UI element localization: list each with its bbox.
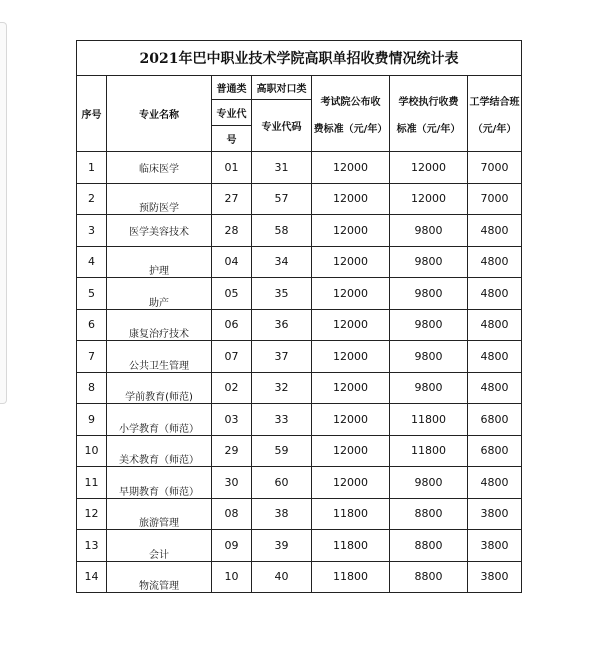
cell-work-study: 4800 [468,215,522,247]
cell-school-fee: 8800 [390,498,468,530]
table-row [77,498,522,530]
cell-exam-fee: 11800 [312,530,390,562]
cell-work-study: 3800 [468,530,522,562]
table-row [77,183,522,215]
header-vocational-code: 专业代码 [252,100,312,152]
cell-exam-fee: 12000 [312,152,390,184]
cell-exam-fee: 11800 [312,561,390,593]
major-name-text: 护理 [149,266,169,278]
cell-vocational-code: 60 [252,467,312,499]
cell-work-study: 3800 [468,561,522,593]
cell-work-study: 4800 [468,278,522,310]
table-title: 2021年巴中职业技术学院高职单招收费情况统计表 [77,41,522,76]
header-seq: 序号 [77,76,107,152]
cell-major-name [107,498,212,530]
cell-seq: 1 [77,152,107,184]
cell-seq: 13 [77,530,107,562]
cell-exam-fee: 12000 [312,435,390,467]
fee-statistics-sheet [76,40,521,593]
cell-seq: 12 [77,498,107,530]
cell-exam-fee: 12000 [312,372,390,404]
cell-major-name [107,215,212,247]
major-name-text: 会计 [149,549,169,561]
cell-seq: 10 [77,435,107,467]
cell-major-name [107,561,212,593]
table-row [77,435,522,467]
cell-exam-fee: 12000 [312,183,390,215]
cell-school-fee: 8800 [390,561,468,593]
cell-major-name [107,372,212,404]
cell-major-name [107,183,212,215]
cell-seq: 5 [77,278,107,310]
cell-seq: 4 [77,246,107,278]
cell-school-fee: 12000 [390,152,468,184]
cell-work-study: 6800 [468,404,522,436]
cell-major-name [107,309,212,341]
cell-general-code: 02 [212,372,252,404]
cell-major-name [107,404,212,436]
header-row-1 [77,76,522,100]
table-row [77,152,522,184]
cell-school-fee: 9800 [390,341,468,373]
cell-exam-fee: 12000 [312,246,390,278]
major-name-text: 学前教育(师范) [125,392,193,404]
cell-seq: 11 [77,467,107,499]
header-general-class: 普通类 [212,76,252,100]
cell-major-name [107,278,212,310]
header-school-fee [390,76,468,152]
cell-school-fee: 9800 [390,467,468,499]
cell-seq: 2 [77,183,107,215]
cell-seq: 6 [77,309,107,341]
header-work-study-line2: （元/年） [472,123,517,135]
table-row [77,467,522,499]
header-exam-fee-line1: 考试院公布收 [320,96,381,108]
cell-work-study: 7000 [468,152,522,184]
cell-general-code: 27 [212,183,252,215]
cell-vocational-code: 59 [252,435,312,467]
cell-school-fee: 9800 [390,246,468,278]
cell-exam-fee: 12000 [312,404,390,436]
major-name-text: 预防医学 [139,203,179,215]
header-school-fee-line1: 学校执行收费 [398,96,459,108]
title-row [77,41,522,76]
table-row [77,372,522,404]
cell-school-fee: 9800 [390,215,468,247]
cell-vocational-code: 57 [252,183,312,215]
cell-school-fee: 8800 [390,530,468,562]
major-name-text: 康复治疗技术 [129,329,189,341]
header-general-code-a: 专业代 [212,100,252,126]
header-work-study [468,76,522,152]
table-row [77,404,522,436]
major-name-text: 助产 [149,297,169,309]
cell-school-fee: 9800 [390,372,468,404]
cell-general-code: 06 [212,309,252,341]
cell-vocational-code: 32 [252,372,312,404]
cell-work-study: 4800 [468,341,522,373]
cell-seq: 7 [77,341,107,373]
table-row [77,278,522,310]
cell-major-name [107,152,212,184]
cell-general-code: 03 [212,404,252,436]
cell-seq: 14 [77,561,107,593]
cell-work-study: 4800 [468,246,522,278]
header-vocational-class: 高职对口类 [252,76,312,100]
cell-major-name [107,341,212,373]
cell-seq: 8 [77,372,107,404]
cell-school-fee: 9800 [390,309,468,341]
table-row [77,246,522,278]
cell-general-code: 01 [212,152,252,184]
cell-general-code: 09 [212,530,252,562]
cell-work-study: 3800 [468,498,522,530]
cell-general-code: 07 [212,341,252,373]
header-exam-fee-line2: 费标准（元/年） [313,123,388,135]
cell-work-study: 4800 [468,372,522,404]
cell-exam-fee: 12000 [312,278,390,310]
major-name-text: 小学教育（师范） [119,423,199,435]
header-school-fee-line2: 标准（元/年） [396,123,461,135]
cell-vocational-code: 36 [252,309,312,341]
major-name-text: 公共卫生管理 [129,360,189,372]
cell-school-fee: 9800 [390,278,468,310]
cell-major-name [107,246,212,278]
cell-major-name [107,467,212,499]
cell-exam-fee: 12000 [312,467,390,499]
cell-work-study: 6800 [468,435,522,467]
cell-major-name [107,530,212,562]
major-name-text: 临床医学 [139,163,179,175]
header-work-study-line1: 工学结合班 [469,96,520,108]
table-row [77,530,522,562]
major-name-text: 物流管理 [139,581,179,593]
header-general-code-b: 号 [212,126,252,152]
fee-statistics-table [76,40,522,593]
cell-vocational-code: 34 [252,246,312,278]
cell-general-code: 04 [212,246,252,278]
cell-school-fee: 11800 [390,435,468,467]
table-row [77,561,522,593]
cell-general-code: 10 [212,561,252,593]
cell-work-study: 4800 [468,467,522,499]
cell-general-code: 29 [212,435,252,467]
header-major-name: 专业名称 [107,76,212,152]
cell-general-code: 30 [212,467,252,499]
table-row [77,309,522,341]
cell-seq: 9 [77,404,107,436]
cell-vocational-code: 37 [252,341,312,373]
cell-exam-fee: 11800 [312,498,390,530]
table-row [77,215,522,247]
cell-major-name [107,435,212,467]
major-name-text: 美术教育（师范） [119,455,199,467]
cell-vocational-code: 58 [252,215,312,247]
header-exam-fee [312,76,390,152]
cell-exam-fee: 12000 [312,341,390,373]
cell-work-study: 4800 [468,309,522,341]
cell-school-fee: 11800 [390,404,468,436]
cell-exam-fee: 12000 [312,215,390,247]
cell-work-study: 7000 [468,183,522,215]
cell-school-fee: 12000 [390,183,468,215]
cell-general-code: 28 [212,215,252,247]
cell-exam-fee: 12000 [312,309,390,341]
cell-vocational-code: 35 [252,278,312,310]
cell-general-code: 05 [212,278,252,310]
major-name-text: 早期教育（师范） [119,486,199,498]
major-name-text: 旅游管理 [139,518,179,530]
cell-vocational-code: 38 [252,498,312,530]
major-name-text: 医学美容技术 [129,226,189,238]
cell-vocational-code: 31 [252,152,312,184]
table-row [77,341,522,373]
cell-seq: 3 [77,215,107,247]
cell-vocational-code: 40 [252,561,312,593]
side-panel-edge [0,22,7,404]
cell-vocational-code: 33 [252,404,312,436]
cell-vocational-code: 39 [252,530,312,562]
cell-general-code: 08 [212,498,252,530]
